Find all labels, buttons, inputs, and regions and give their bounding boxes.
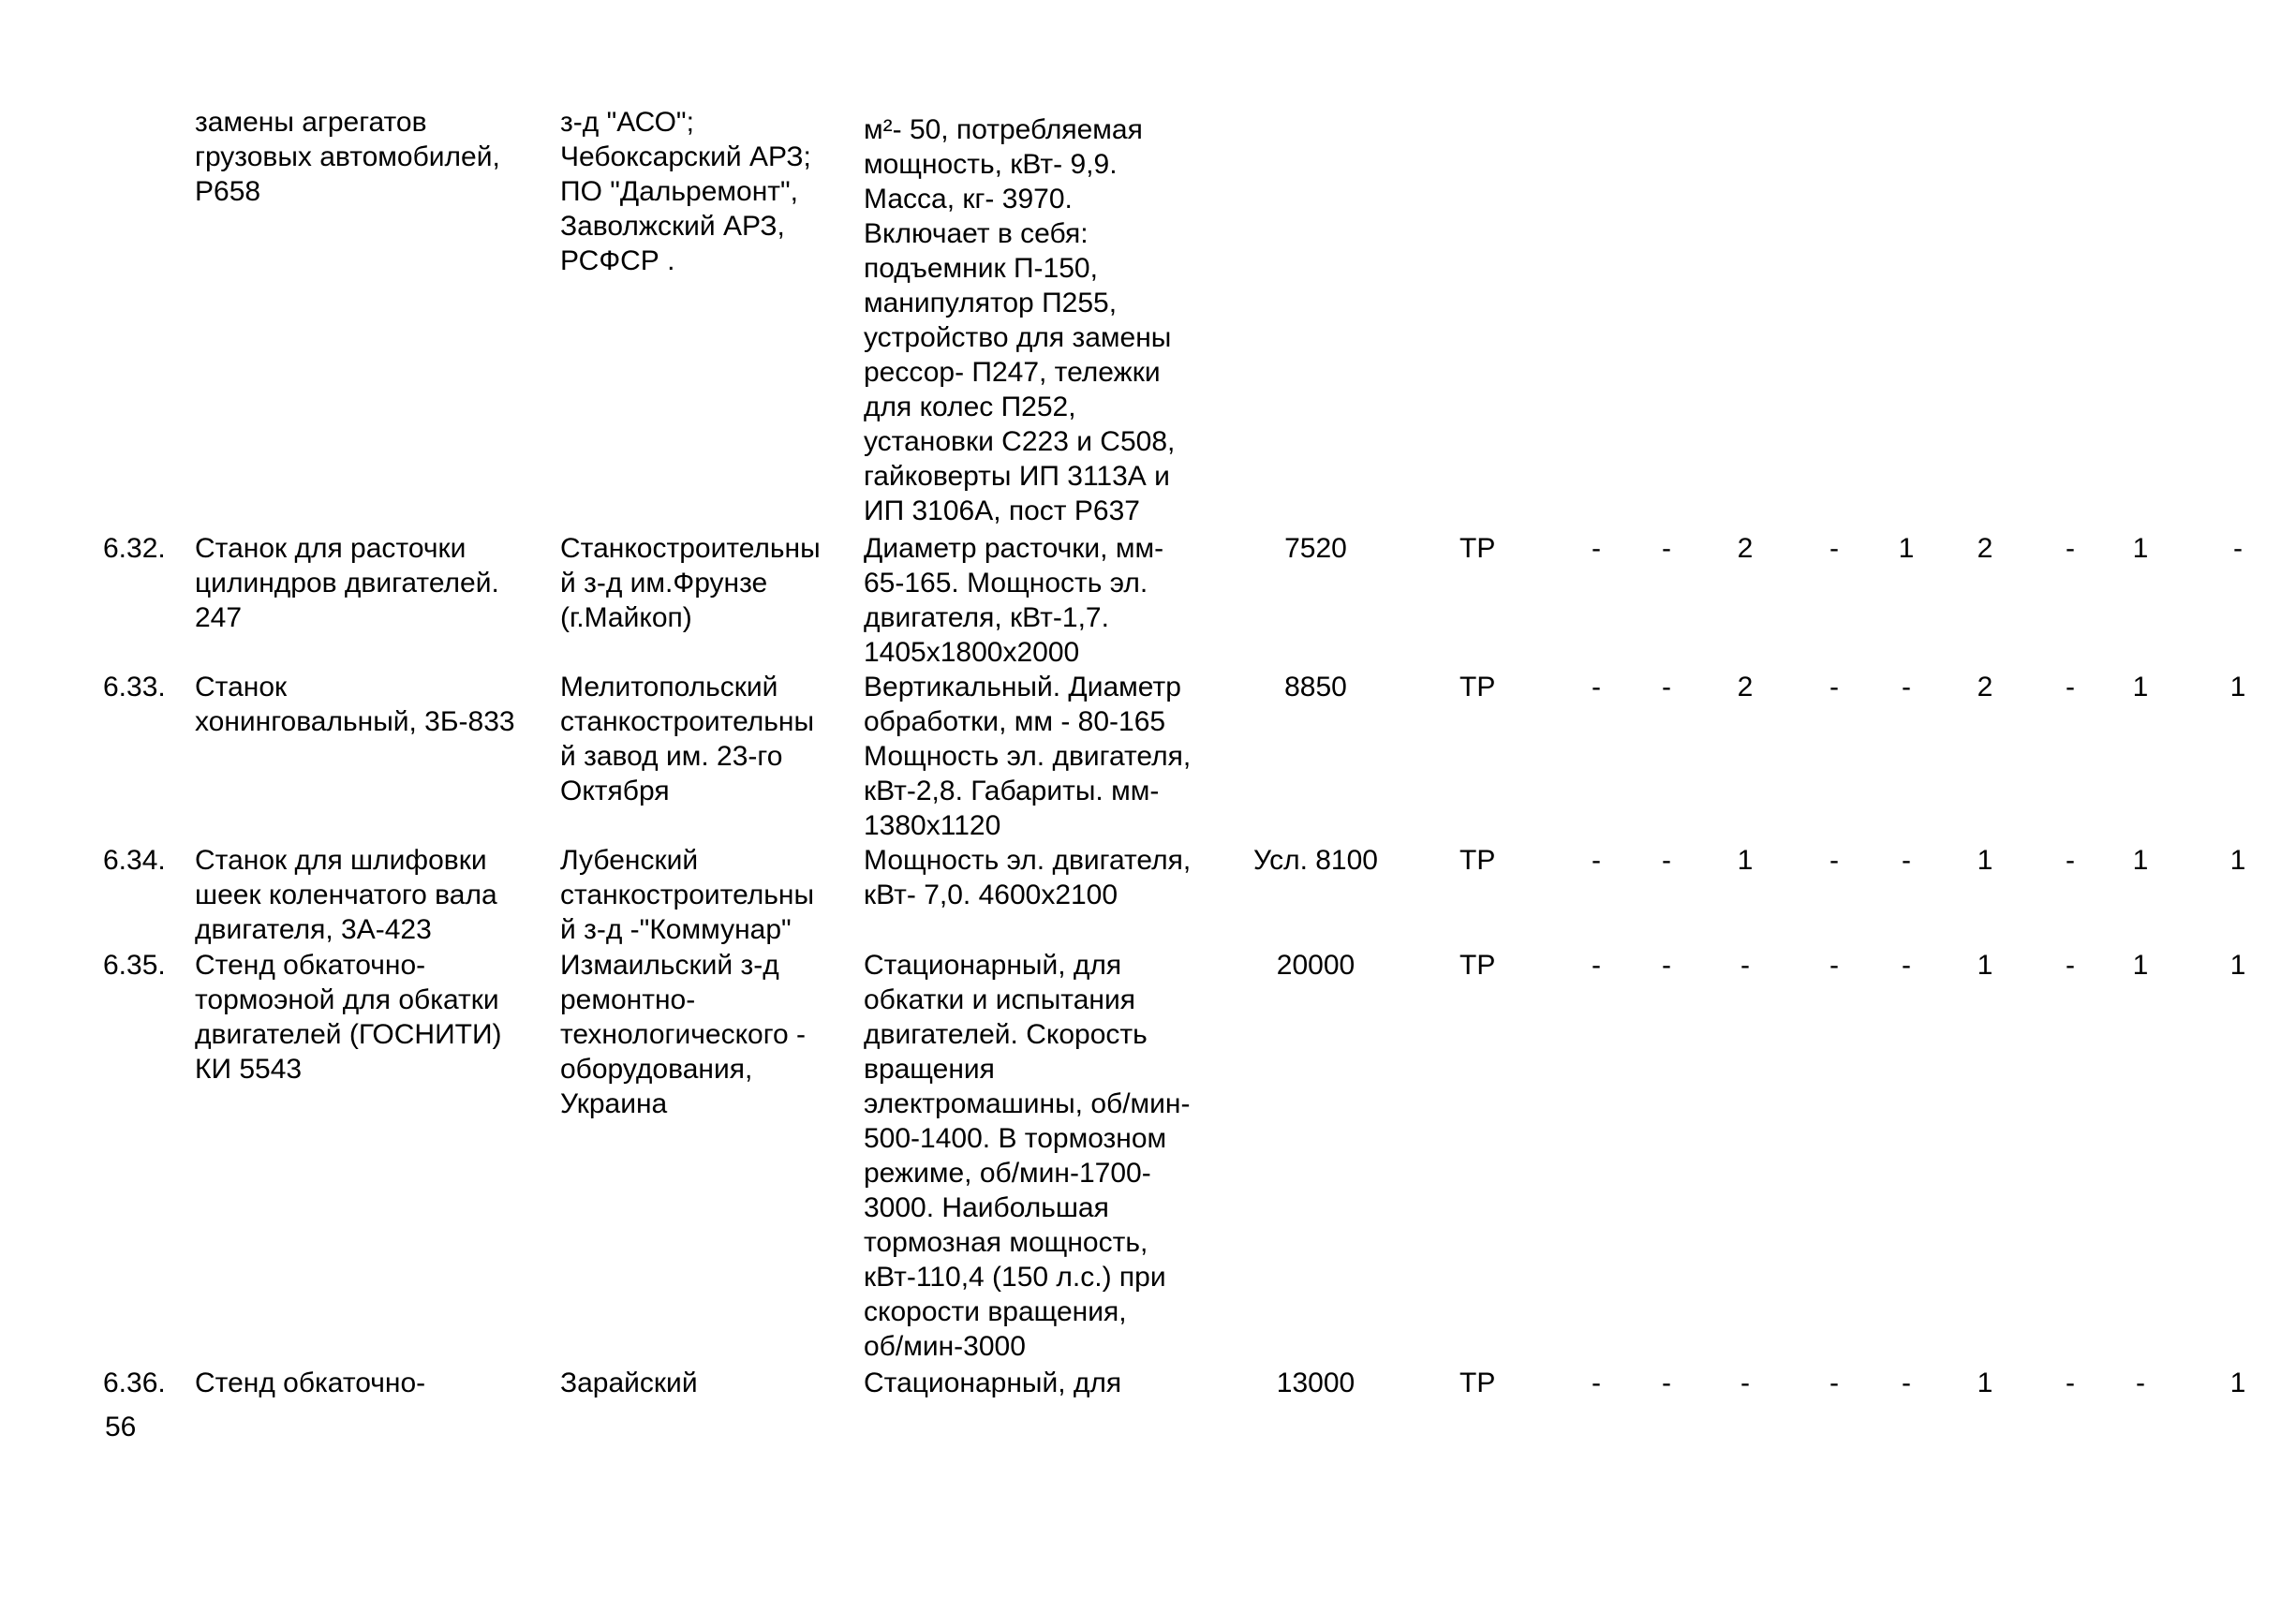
row-qty: - xyxy=(2233,533,2243,564)
continuation-name: замены агрегатов грузовых автомобилей, Р658 xyxy=(195,107,500,207)
row-manufacturer: Измаильский з-д ремонтно- технологического - оборудования, Украина xyxy=(560,950,807,1119)
row-spec: Мощность эл. двигателя, кВт- 7,0. 4600х2100 xyxy=(864,845,1192,910)
row-qty: - xyxy=(2066,950,2075,981)
row-qty: 1 xyxy=(2132,845,2149,876)
row-qty: - xyxy=(1662,533,1671,564)
row-name: Станок хонинговальный, 3Б-833 xyxy=(195,672,515,737)
row-price: Усл. 8100 xyxy=(1253,845,1378,876)
row-number: 6.34. xyxy=(103,845,166,876)
row-qty: - xyxy=(1829,672,1839,702)
row-spec: Стационарный, для xyxy=(864,1368,1122,1398)
row-name: Стенд обкаточно- xyxy=(195,1368,426,1398)
row-qty: - xyxy=(2066,672,2075,702)
row-qty: 1 xyxy=(2132,533,2149,564)
row-number: 6.33. xyxy=(103,672,166,702)
row-qty: - xyxy=(1902,845,1911,876)
continuation-manufacturer: з-д "АСО"; Чебоксарский АРЗ; ПО "Дальремонт", Заволжский АРЗ, РСФСР . xyxy=(560,107,811,276)
row-qty: 2 xyxy=(1977,533,1993,564)
row-qty: - xyxy=(2066,1368,2075,1398)
row-qty: 1 xyxy=(2132,950,2149,981)
row-qty: 2 xyxy=(1737,672,1754,702)
row-qty: 1 xyxy=(1977,950,1993,981)
row-qty: 1 xyxy=(2229,1368,2246,1398)
row-qty: 1 xyxy=(2229,950,2246,981)
row-qty: 1 xyxy=(2132,672,2149,702)
row-name: Станок для шлифовки шеек коленчатого вала двигателя, 3А-423 xyxy=(195,845,497,945)
row-qty: - xyxy=(1829,1368,1839,1398)
row-qty: - xyxy=(1741,1368,1750,1398)
row-qty: 1 xyxy=(1977,845,1993,876)
row-spec: Вертикальный. Диаметр обработки, мм - 80-165 Мощность эл. двигателя, кВт-2,8. Габариты. мм- 1380х1120 xyxy=(864,672,1192,841)
row-manufacturer: Лубенский станкостроительны й з-д -"Коммунар" xyxy=(560,845,815,945)
row-qty: 1 xyxy=(2229,845,2246,876)
row-qty: - xyxy=(1662,950,1671,981)
row-category: ТР xyxy=(1459,672,1496,702)
row-price: 20000 xyxy=(1276,950,1355,981)
continuation-spec: м²- 50, потребляемая мощность, кВт- 9,9. Масса, кг- 3970. Включает в себя: подъемник П-150, манипулятор П255, устройство для замены рессор- П247, тележки для колес П252, установки С223 и С508, гайковерты ИП 3113А и ИП 3106А, пост Р637 xyxy=(864,114,1176,526)
row-category: ТР xyxy=(1459,845,1496,876)
row-number: 6.35. xyxy=(103,950,166,981)
row-qty: - xyxy=(1592,533,1601,564)
row-qty: - xyxy=(1662,1368,1671,1398)
row-manufacturer: Станкостроительны й з-д им.Фрунзе (г.Майкоп) xyxy=(560,533,821,633)
row-qty: - xyxy=(1662,845,1671,876)
row-qty: - xyxy=(1902,950,1911,981)
row-qty: - xyxy=(1592,672,1601,702)
row-category: ТР xyxy=(1459,1368,1496,1398)
row-number: 6.32. xyxy=(103,533,166,564)
row-qty: - xyxy=(1829,950,1839,981)
row-qty: - xyxy=(1592,1368,1601,1398)
row-qty: 2 xyxy=(1737,533,1754,564)
page-number: 56 xyxy=(105,1412,137,1442)
row-qty: - xyxy=(1741,950,1750,981)
row-name: Станок для расточки цилиндров двигателей. 247 xyxy=(195,533,499,633)
row-qty: 1 xyxy=(1898,533,1915,564)
row-price: 7520 xyxy=(1284,533,1347,564)
row-qty: - xyxy=(1662,672,1671,702)
row-spec: Диаметр расточки, мм- 65-165. Мощность эл. двигателя, кВт-1,7. 1405х1800х2000 xyxy=(864,533,1164,668)
row-spec: Стационарный, для обкатки и испытания двигателей. Скорость вращения электромашины, об/мин- 500-1400. В тормозном режиме, об/мин-1700- 3000. Наибольшая тормозная мощность, кВт-110,4 (150 л.с.) при скорости вращения, об/мин-3000 xyxy=(864,950,1191,1362)
row-category: ТР xyxy=(1459,533,1496,564)
row-manufacturer: Мелитопольский станкостроительны й завод им. 23-го Октября xyxy=(560,672,815,806)
row-qty: - xyxy=(1592,950,1601,981)
row-qty: - xyxy=(1902,1368,1911,1398)
row-qty: 2 xyxy=(1977,672,1993,702)
row-category: ТР xyxy=(1459,950,1496,981)
row-number: 6.36. xyxy=(103,1368,166,1398)
row-price: 8850 xyxy=(1284,672,1347,702)
row-qty: 1 xyxy=(2229,672,2246,702)
row-qty: - xyxy=(2066,845,2075,876)
row-qty: - xyxy=(2136,1368,2145,1398)
row-qty: - xyxy=(1592,845,1601,876)
row-name: Стенд обкаточно- тормоэной для обкатки двигателей (ГОСНИТИ) КИ 5543 xyxy=(195,950,502,1085)
row-qty: - xyxy=(1829,533,1839,564)
row-manufacturer: Зарайский xyxy=(560,1368,698,1398)
row-qty: - xyxy=(2066,533,2075,564)
row-qty: 1 xyxy=(1737,845,1754,876)
row-price: 13000 xyxy=(1276,1368,1355,1398)
row-qty: - xyxy=(1902,672,1911,702)
row-qty: - xyxy=(1829,845,1839,876)
row-qty: 1 xyxy=(1977,1368,1993,1398)
